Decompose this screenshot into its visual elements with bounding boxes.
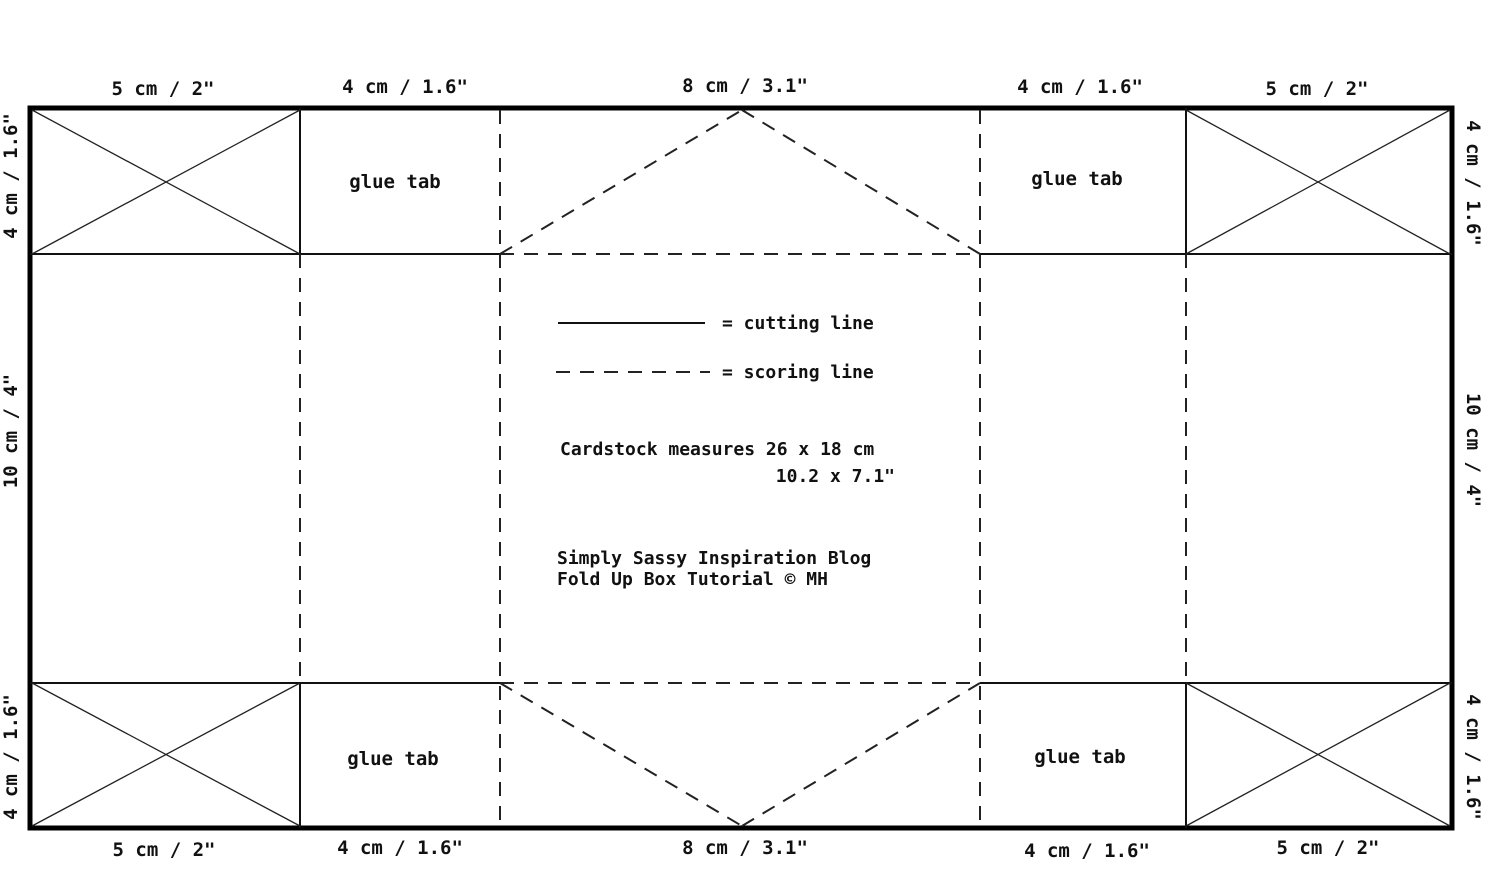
cardstock-measure-cm: Cardstock measures 26 x 18 cm: [560, 439, 875, 460]
glue-tab-bottom-left: glue tab: [347, 748, 439, 770]
dim-right-3: 4 cm / 1.6": [1462, 694, 1484, 820]
dim-right-1: 4 cm / 1.6": [1462, 120, 1484, 246]
dim-left-3: 4 cm / 1.6": [0, 694, 22, 820]
legend-cutting-line-label: = cutting line: [722, 313, 874, 334]
dim-top-2: 4 cm / 1.6": [342, 76, 468, 98]
dim-left-2: 10 cm / 4": [0, 373, 22, 489]
glue-tab-top-right: glue tab: [1031, 168, 1123, 190]
dim-top-3: 8 cm / 3.1": [682, 75, 808, 97]
dim-bottom-5: 5 cm / 2": [1276, 837, 1380, 859]
outer-border: [30, 108, 1452, 828]
glue-tab-bottom-right: glue tab: [1034, 746, 1126, 768]
waste-corner-bottom-left: [32, 683, 300, 826]
dim-top-4: 4 cm / 1.6": [1017, 76, 1143, 98]
dim-bottom-1: 5 cm / 2": [112, 839, 216, 861]
dim-bottom-4: 4 cm / 1.6": [1024, 840, 1150, 862]
dim-top-5: 5 cm / 2": [1265, 78, 1369, 100]
waste-corner-bottom-right: [1186, 683, 1450, 826]
dim-left-1: 4 cm / 1.6": [0, 113, 22, 239]
dim-bottom-3: 8 cm / 3.1": [682, 837, 808, 859]
score-triangle-top: [500, 110, 980, 254]
legend-scoring-line-label: = scoring line: [722, 362, 874, 383]
cardstock-measure-in: 10.2 x 7.1": [775, 466, 895, 487]
legend: [556, 313, 874, 383]
score-triangle-bottom: [500, 683, 980, 826]
waste-corner-top-left: [32, 110, 300, 254]
waste-corner-top-right: [1186, 110, 1450, 254]
dim-top-1: 5 cm / 2": [111, 78, 215, 100]
credit-blog-name: Simply Sassy Inspiration Blog: [557, 548, 872, 569]
dim-right-2: 10 cm / 4": [1462, 392, 1484, 508]
glue-tab-top-left: glue tab: [349, 171, 441, 193]
dim-bottom-2: 4 cm / 1.6": [337, 837, 463, 859]
credit-tutorial-name: Fold Up Box Tutorial © MH: [557, 569, 828, 590]
